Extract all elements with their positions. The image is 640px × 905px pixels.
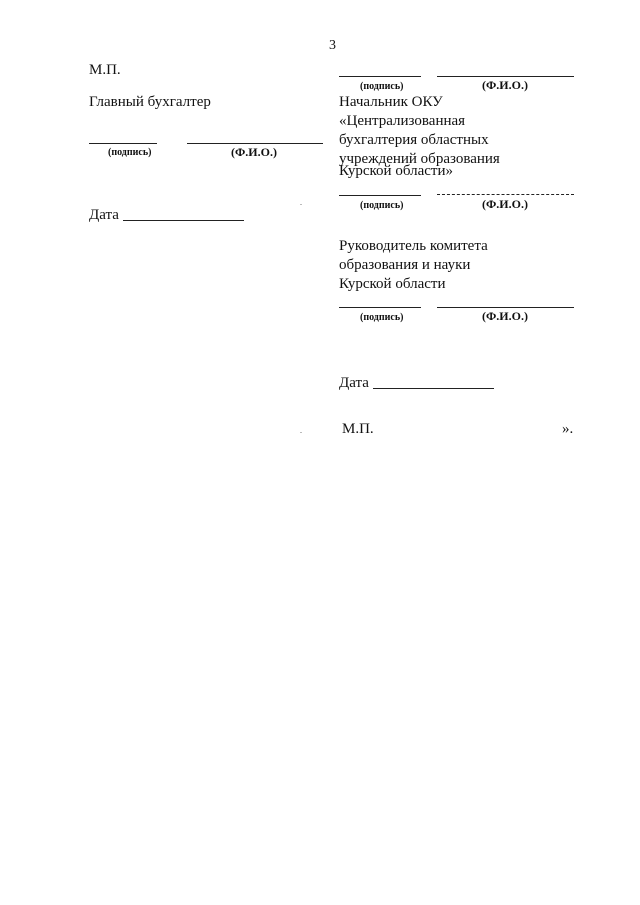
scan-speck bbox=[300, 204, 302, 205]
right-date-label: Дата bbox=[339, 375, 369, 391]
committee-signature-line bbox=[339, 307, 421, 308]
left-date-label: Дата bbox=[89, 207, 119, 223]
head-title-line-4: учреждений образования bbox=[339, 151, 500, 167]
chief-accountant-signature-line bbox=[89, 143, 157, 144]
head-signature-caption: (подпись) bbox=[360, 200, 404, 211]
head-title-line-5: Курской области» bbox=[339, 163, 453, 179]
top-signature-caption: (подпись) bbox=[360, 81, 404, 92]
chief-accountant-fio-line bbox=[187, 143, 323, 144]
chief-accountant-fio-caption: (Ф.И.О.) bbox=[231, 145, 277, 159]
head-title-line-1: Начальник ОКУ bbox=[339, 94, 443, 110]
head-fio-line bbox=[437, 194, 574, 195]
committee-title-line-3: Курской области bbox=[339, 276, 446, 292]
committee-fio-line bbox=[437, 307, 574, 308]
chief-accountant-signature-caption: (подпись) bbox=[108, 147, 152, 158]
committee-title-line-1: Руководитель комитета bbox=[339, 238, 488, 254]
head-title-line-2: «Централизованная bbox=[339, 113, 466, 129]
committee-fio-caption: (Ф.И.О.) bbox=[482, 309, 528, 323]
left-mp-stamp: М.П. bbox=[89, 62, 121, 78]
right-date-line bbox=[373, 388, 494, 389]
top-signature-line bbox=[339, 76, 421, 77]
chief-accountant-title: Главный бухгалтер bbox=[89, 94, 211, 110]
head-title-line-3: бухгалтерия областных bbox=[339, 132, 489, 148]
scan-speck bbox=[300, 432, 302, 433]
committee-signature-caption: (подпись) bbox=[360, 312, 404, 323]
page-number: 3 bbox=[329, 38, 336, 53]
head-fio-caption: (Ф.И.О.) bbox=[482, 197, 528, 211]
right-mp-stamp: М.П. bbox=[342, 421, 374, 437]
committee-title-line-2: образования и науки bbox=[339, 257, 471, 273]
top-fio-caption: (Ф.И.О.) bbox=[482, 78, 528, 92]
left-date-line bbox=[123, 220, 244, 221]
closing-quote: ». bbox=[562, 421, 574, 437]
top-fio-line bbox=[437, 76, 574, 77]
head-signature-line bbox=[339, 195, 421, 196]
